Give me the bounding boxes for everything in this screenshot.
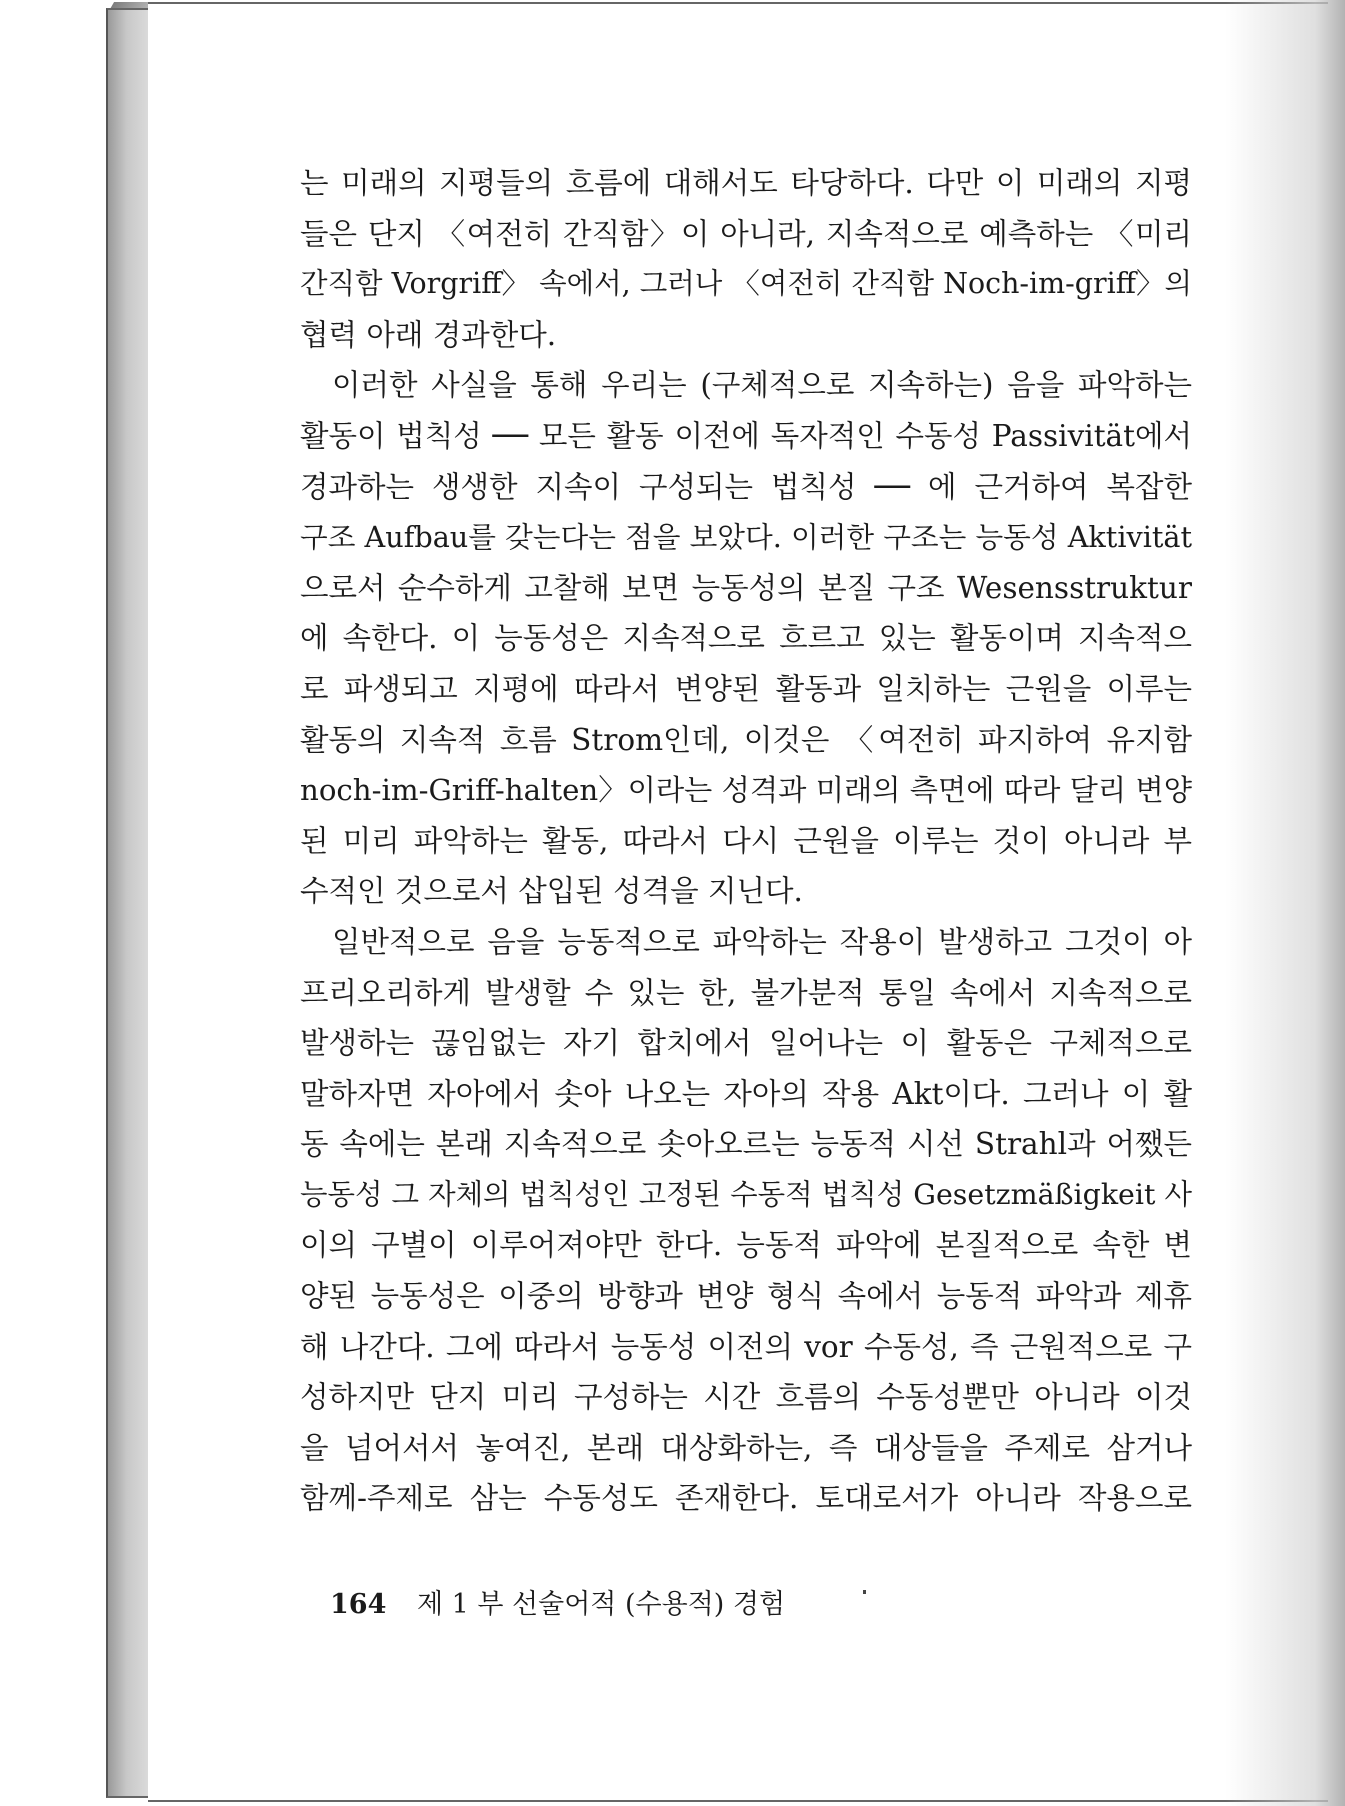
text-line: 활동이 법칙성 ── 모든 활동 이전에 독자적인 수동성 Passivität에서 (300, 418, 1192, 453)
text-line: 수적인 것으로서 삽입된 성격을 지닌다. (300, 874, 803, 909)
text-line: 된 미리 파악하는 활동, 따라서 다시 근원을 이루는 것이 아니라 부 (300, 823, 1192, 858)
text-line: 로 파생되고 지평에 따라서 변양된 활동과 일치하는 근원을 이루는 (300, 671, 1192, 706)
text-line: 경과하는 생생한 지속이 구성되는 법칙성 ── 에 근거하여 복잡한 (300, 469, 1192, 504)
page-number: 164 (330, 1589, 387, 1620)
text-line: 해 나간다. 그에 따라서 능동성 이전의 vor 수동성, 즉 근원적으로 구 (300, 1329, 1192, 1364)
page-edge-shadow (1225, 0, 1345, 1806)
text-line: 능동성 그 자체의 법칙성인 고정된 수동적 법칙성 Gesetzmäßigkeit 사 (300, 1177, 1192, 1211)
text-line: 활동의 지속적 흐름 Strom인데, 이것은 〈여전히 파지하여 유지함 (300, 722, 1192, 757)
page-footer (330, 1582, 785, 1621)
text-line: 양된 능동성은 이중의 방향과 변양 형식 속에서 능동적 파악과 제휴 (300, 1279, 1192, 1314)
text-line: 을 넘어서서 놓여진, 본래 대상화하는, 즉 대상들을 주제로 삼거나 (300, 1430, 1192, 1465)
text-line: 들은 단지 〈여전히 간직함〉이 아니라, 지속적으로 예측하는 〈미리 (300, 216, 1192, 251)
book-spine (106, 8, 150, 1798)
text-line: 프리오리하게 발생할 수 있는 한, 불가분적 통일 속에서 지속적으로 (300, 975, 1192, 1010)
text-line: 간직함 Vorgriff〉 속에서, 그러나 〈여전히 간직함 Noch-im-griff〉의 (300, 267, 1192, 301)
text-line: noch-im-Griff-halten〉이라는 성격과 미래의 측면에 따라 달리 변양 (300, 773, 1192, 808)
text-line: 는 미래의 지평들의 흐름에 대해서도 타당하다. 다만 이 미래의 지평 (300, 166, 1192, 200)
text-line: 발생하는 끊임없는 자기 합치에서 일어나는 이 활동은 구체적으로 (300, 1026, 1192, 1061)
text-line: 에 속한다. 이 능동성은 지속적으로 흐르고 있는 활동이며 지속적으 (300, 621, 1192, 656)
body-text (300, 158, 1192, 1524)
text-line: 말하자면 자아에서 솟아 나오는 자아의 작용 Akt이다. 그러나 이 활 (300, 1076, 1192, 1111)
print-speck (863, 1590, 866, 1594)
text-line: 협력 아래 경과한다. (300, 317, 557, 352)
running-title: 제 1 부 선술어적 (수용적) 경험 (416, 1589, 786, 1620)
text-line: 이의 구별이 이루어져야만 한다. 능동적 파악에 본질적으로 속한 변 (300, 1228, 1192, 1263)
text-line: 구조 Aufbau를 갖는다는 점을 보았다. 이러한 구조는 능동성 Aktivität (300, 520, 1192, 555)
text-line: 으로서 순수하게 고찰해 보면 능동성의 본질 구조 Wesensstruktur (300, 570, 1192, 605)
text-line: 동 속에는 본래 지속적으로 솟아오르는 능동적 시선 Strahl과 어쨌든 (300, 1127, 1192, 1162)
text-line: 성하지만 단지 미리 구성하는 시간 흐름의 수동성뿐만 아니라 이것 (300, 1380, 1192, 1415)
text-line: 함께-주제로 삼는 수동성도 존재한다. 토대로서가 아니라 작용으로 (300, 1481, 1192, 1516)
text-line: 이러한 사실을 통해 우리는 (구체적으로 지속하는) 음을 파악하는 (332, 368, 1192, 403)
text-line: 일반적으로 음을 능동적으로 파악하는 작용이 발생하고 그것이 아 (332, 924, 1192, 959)
